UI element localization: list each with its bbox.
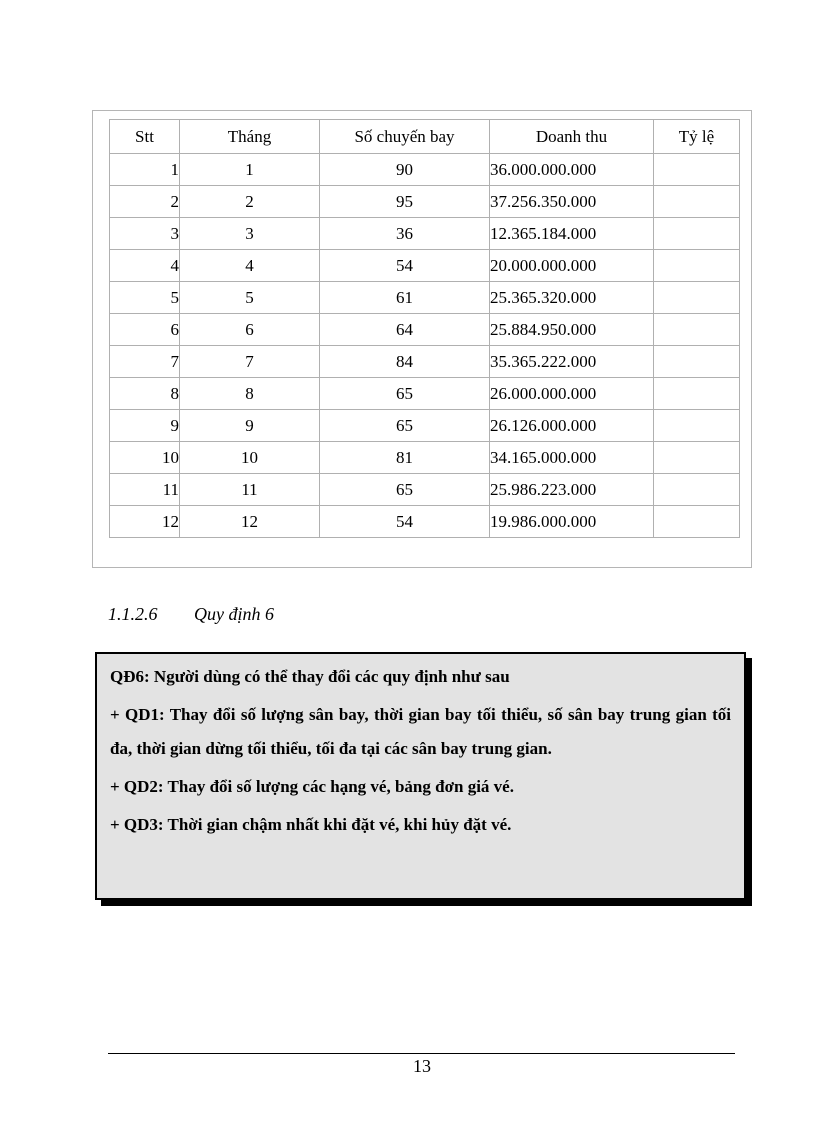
section-heading xyxy=(108,604,274,625)
cell-ratio xyxy=(654,314,740,346)
page-number: 13 xyxy=(413,1056,431,1076)
cell-stt: 5 xyxy=(110,282,180,314)
cell-revenue: 20.000.000.000 xyxy=(490,250,654,282)
header-ratio: Tỷ lệ xyxy=(654,120,740,154)
cell-month: 7 xyxy=(180,346,320,378)
table-row xyxy=(110,218,740,250)
cell-stt: 9 xyxy=(110,410,180,442)
cell-revenue: 26.126.000.000 xyxy=(490,410,654,442)
table-row xyxy=(110,378,740,410)
cell-stt: 6 xyxy=(110,314,180,346)
header-flights: Số chuyến bay xyxy=(320,120,490,154)
cell-flights: 65 xyxy=(320,474,490,506)
table-row xyxy=(110,186,740,218)
table-row xyxy=(110,474,740,506)
rule-item-qd2: + QD2: Thay đổi số lượng các hạng vé, bảng đơn giá vé. xyxy=(110,777,514,796)
table-row xyxy=(110,346,740,378)
rule-item-qd1: + QD1: Thay đổi số lượng sân bay, thời gian bay tối thiểu, số sân bay trung gian tối đa, thời gian dừng tối thiểu, tối đa tại các sân bay trung gian. xyxy=(110,705,731,758)
cell-month: 8 xyxy=(180,378,320,410)
cell-month: 3 xyxy=(180,218,320,250)
table-row xyxy=(110,154,740,186)
revenue-table xyxy=(109,119,740,538)
cell-stt: 3 xyxy=(110,218,180,250)
cell-stt: 10 xyxy=(110,442,180,474)
cell-flights: 61 xyxy=(320,282,490,314)
table-row xyxy=(110,442,740,474)
section-number: 1.1.2.6 xyxy=(108,604,158,624)
cell-ratio xyxy=(654,410,740,442)
header-stt: Stt xyxy=(110,120,180,154)
cell-flights: 64 xyxy=(320,314,490,346)
cell-revenue: 25.986.223.000 xyxy=(490,474,654,506)
cell-revenue: 25.365.320.000 xyxy=(490,282,654,314)
cell-revenue: 19.986.000.000 xyxy=(490,506,654,538)
cell-ratio xyxy=(654,250,740,282)
table-row xyxy=(110,314,740,346)
cell-stt: 8 xyxy=(110,378,180,410)
cell-revenue: 34.165.000.000 xyxy=(490,442,654,474)
cell-revenue: 12.365.184.000 xyxy=(490,218,654,250)
cell-ratio xyxy=(654,154,740,186)
cell-flights: 54 xyxy=(320,506,490,538)
cell-stt: 1 xyxy=(110,154,180,186)
cell-revenue: 25.884.950.000 xyxy=(490,314,654,346)
rule-box xyxy=(95,652,746,900)
table-row xyxy=(110,506,740,538)
cell-stt: 12 xyxy=(110,506,180,538)
cell-month: 1 xyxy=(180,154,320,186)
cell-ratio xyxy=(654,282,740,314)
cell-ratio xyxy=(654,442,740,474)
cell-stt: 4 xyxy=(110,250,180,282)
cell-revenue: 26.000.000.000 xyxy=(490,378,654,410)
cell-flights: 36 xyxy=(320,218,490,250)
cell-stt: 2 xyxy=(110,186,180,218)
cell-month: 12 xyxy=(180,506,320,538)
cell-month: 2 xyxy=(180,186,320,218)
rule-item-qd3: + QD3: Thời gian chậm nhất khi đặt vé, khi hủy đặt vé. xyxy=(110,815,512,834)
footer-rule xyxy=(108,1053,735,1054)
cell-flights: 90 xyxy=(320,154,490,186)
cell-stt: 7 xyxy=(110,346,180,378)
cell-flights: 54 xyxy=(320,250,490,282)
header-month: Tháng xyxy=(180,120,320,154)
cell-month: 5 xyxy=(180,282,320,314)
cell-flights: 65 xyxy=(320,378,490,410)
table-row xyxy=(110,410,740,442)
cell-ratio xyxy=(654,506,740,538)
rule-box-title: QĐ6: Người dùng có thể thay đổi các quy định như sau xyxy=(110,667,510,686)
cell-month: 11 xyxy=(180,474,320,506)
table-row xyxy=(110,282,740,314)
cell-ratio xyxy=(654,474,740,506)
cell-ratio xyxy=(654,186,740,218)
section-title: Quy định 6 xyxy=(194,604,274,624)
table-row xyxy=(110,250,740,282)
cell-month: 9 xyxy=(180,410,320,442)
cell-flights: 95 xyxy=(320,186,490,218)
cell-stt: 11 xyxy=(110,474,180,506)
cell-month: 6 xyxy=(180,314,320,346)
table-header-row xyxy=(110,120,740,154)
cell-month: 10 xyxy=(180,442,320,474)
cell-flights: 84 xyxy=(320,346,490,378)
cell-flights: 65 xyxy=(320,410,490,442)
cell-revenue: 36.000.000.000 xyxy=(490,154,654,186)
cell-ratio xyxy=(654,378,740,410)
cell-ratio xyxy=(654,218,740,250)
cell-revenue: 37.256.350.000 xyxy=(490,186,654,218)
cell-flights: 81 xyxy=(320,442,490,474)
table-body xyxy=(110,154,740,538)
cell-month: 4 xyxy=(180,250,320,282)
cell-ratio xyxy=(654,346,740,378)
header-revenue: Doanh thu xyxy=(490,120,654,154)
cell-revenue: 35.365.222.000 xyxy=(490,346,654,378)
